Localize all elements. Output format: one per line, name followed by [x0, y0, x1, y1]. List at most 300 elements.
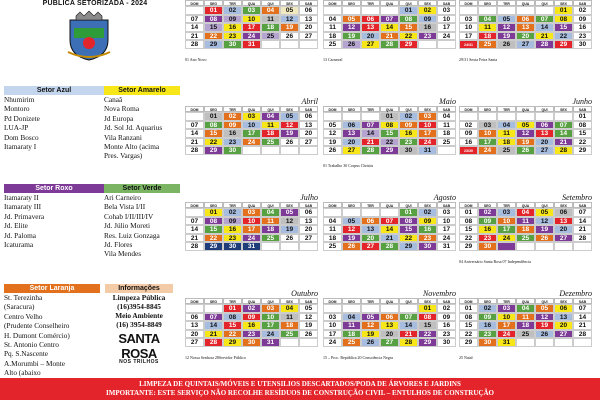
sector-heading: Setor Verde — [104, 184, 180, 193]
sector-1 — [104, 86, 180, 161]
weekday-header: DOM — [185, 202, 204, 208]
day-cell — [361, 6, 380, 15]
month-name: Abril — [301, 97, 318, 106]
day-cell — [280, 146, 299, 155]
day-cell: 04 — [280, 304, 299, 313]
day-cell: 28 — [380, 242, 399, 251]
day-cell: 07 — [204, 313, 223, 322]
month-name: Dezembro — [559, 289, 592, 298]
weekday-header: SEX — [554, 0, 573, 6]
day-cell: 21 — [380, 32, 399, 41]
day-cell: 15 — [554, 23, 573, 32]
day-cell: 25 — [516, 234, 535, 243]
weekday-header: QUA — [516, 0, 535, 6]
day-cell: 23 — [399, 138, 418, 147]
weekday-header: SEG — [342, 298, 361, 304]
weekday-header: QUI — [399, 0, 418, 6]
day-cell: 23 — [478, 234, 497, 243]
day-cell: 02 — [399, 112, 418, 121]
day-cell: 25 — [342, 338, 361, 347]
day-cell: 18 — [516, 321, 535, 330]
day-cell: 02 — [223, 6, 242, 15]
day-cell: 06 — [554, 304, 573, 313]
weekday-header: DOM — [323, 298, 342, 304]
month-calendar — [185, 97, 320, 155]
day-cell — [554, 338, 573, 347]
day-cell: 12 — [516, 129, 535, 138]
day-cell: 21 — [573, 225, 592, 234]
day-cell — [535, 338, 554, 347]
day-cell: 16 — [478, 321, 497, 330]
day-cell: 07 — [573, 304, 592, 313]
weekday-header: SEX — [280, 202, 299, 208]
day-cell: 28 — [573, 330, 592, 339]
day-cell: 01 — [204, 208, 223, 217]
day-cell: 29 — [399, 40, 418, 49]
day-cell: 05 — [280, 208, 299, 217]
weekday-header: SEX — [418, 0, 437, 6]
sector-item: Vila Ranzani — [104, 132, 142, 142]
day-cell: 13 — [185, 321, 204, 330]
day-cell: 21 — [399, 330, 418, 339]
day-cell — [342, 304, 361, 313]
weekday-header: DOM — [459, 298, 478, 304]
day-cell: 23 — [223, 234, 242, 243]
day-cell — [299, 146, 318, 155]
day-cell: 26 — [361, 338, 380, 347]
month-calendar — [185, 289, 320, 360]
day-cell: 27 — [361, 242, 380, 251]
holiday-notes: 01 Ano Novo — [185, 57, 207, 62]
day-cell: 13 — [299, 121, 318, 130]
day-cell — [204, 304, 223, 313]
sector-item: Res. Luiz Gonzaga — [104, 230, 160, 240]
day-cell: 27 — [516, 40, 535, 49]
day-cell: 05 — [280, 6, 299, 15]
day-cell: 12 — [342, 225, 361, 234]
day-cell: 16 — [223, 225, 242, 234]
day-cell: 26 — [280, 32, 299, 41]
day-cell: 20 — [361, 234, 380, 243]
weekday-header: QUI — [535, 202, 554, 208]
day-cell: 03 — [437, 208, 456, 217]
day-cell: 18 — [516, 225, 535, 234]
day-cell: 24 — [478, 146, 497, 155]
day-cell: 09 — [399, 121, 418, 130]
weekday-header: SEG — [342, 202, 361, 208]
sector-item: Ari Carneiro — [104, 193, 142, 202]
page-title: PÚBLICA SETORIZADA - 2024 — [42, 0, 148, 7]
weekday-header: SAB — [573, 202, 592, 208]
day-cell: 11 — [261, 15, 280, 24]
day-cell: 22 — [459, 330, 478, 339]
day-cell: 31 — [497, 338, 516, 347]
day-cell: 22 — [204, 32, 223, 41]
sector-item: Centro Velho — [4, 311, 43, 321]
day-cell — [516, 6, 535, 15]
sector-item: Jd. Elite — [4, 221, 28, 231]
day-cell: 29 — [204, 40, 223, 49]
day-cell: 23 — [437, 330, 456, 339]
day-cell: 27 — [554, 330, 573, 339]
day-cell: 26 — [342, 40, 361, 49]
day-cell: 07 — [554, 121, 573, 130]
day-cell: 19 — [497, 32, 516, 41]
day-cell: 12 — [280, 121, 299, 130]
day-cell — [459, 112, 478, 121]
info-title: Informações — [105, 284, 173, 293]
day-cell: 20 — [185, 330, 204, 339]
day-cell: 13 — [342, 129, 361, 138]
day-cell: 02 — [573, 6, 592, 15]
sector-item: St. Terezinha — [4, 293, 43, 302]
day-cell: 20 — [516, 32, 535, 41]
month-calendar — [459, 0, 594, 62]
weekday-header: QUA — [242, 0, 261, 6]
day-cell: 19 — [280, 225, 299, 234]
day-cell: 29 — [554, 40, 573, 49]
weekday-header: SEG — [342, 0, 361, 6]
day-cell: 26 — [535, 330, 554, 339]
day-cell: 29 — [573, 146, 592, 155]
day-cell: 09 — [418, 15, 437, 24]
day-cell: 29 — [380, 146, 399, 155]
day-cell: 19 — [342, 32, 361, 41]
day-cell: 22 — [399, 234, 418, 243]
day-cell: 26 — [342, 242, 361, 251]
weekday-header: SAB — [437, 298, 456, 304]
day-cell: 06 — [299, 112, 318, 121]
month-grid — [459, 298, 594, 347]
day-cell: 11 — [437, 121, 456, 130]
day-cell: 06 — [361, 217, 380, 226]
day-cell: 21 — [554, 138, 573, 147]
day-cell: 16 — [573, 23, 592, 32]
day-cell: 19 — [535, 321, 554, 330]
day-cell: 10 — [418, 121, 437, 130]
day-cell: 26 — [535, 234, 554, 243]
day-cell: 03 — [323, 313, 342, 322]
day-cell: 16 — [223, 129, 242, 138]
day-cell — [380, 304, 399, 313]
day-cell: 02 — [223, 208, 242, 217]
day-cell — [535, 112, 554, 121]
month-calendar — [459, 97, 594, 155]
day-cell: 04 — [261, 208, 280, 217]
day-cell: 22 — [459, 234, 478, 243]
weekday-header: SAB — [299, 298, 318, 304]
day-cell: 17 — [497, 225, 516, 234]
month-grid — [459, 202, 594, 251]
footer-line: IMPORTANTE: ESTE SERVIÇO NÃO RECOLHE RESÍDUOS DE CONSTRUÇÃO CIVIL – ENTULHOS DE CONSTRUÇÃO — [106, 389, 494, 397]
day-cell: 18 — [478, 32, 497, 41]
day-cell: 02 — [418, 6, 437, 15]
day-cell: 28 — [204, 338, 223, 347]
weekday-header: DOM — [323, 106, 342, 112]
day-cell: 04 — [342, 313, 361, 322]
day-cell: 24 — [497, 330, 516, 339]
day-cell: 08 — [418, 313, 437, 322]
weekday-header: TER — [361, 298, 380, 304]
day-cell: 26 — [516, 146, 535, 155]
weekday-header: SEG — [478, 202, 497, 208]
day-cell: 30 — [418, 242, 437, 251]
weekday-header: TER — [497, 298, 516, 304]
day-cell — [573, 242, 592, 251]
day-cell: 03 — [242, 208, 261, 217]
day-cell: 05 — [299, 304, 318, 313]
day-cell: 11 — [280, 313, 299, 322]
day-cell: 12 — [535, 217, 554, 226]
day-cell: 13 — [299, 15, 318, 24]
day-cell: 05 — [361, 313, 380, 322]
sector-0 — [4, 86, 104, 151]
day-cell: 05 — [535, 208, 554, 217]
day-cell: 09 — [573, 15, 592, 24]
day-cell: 09 — [459, 129, 478, 138]
day-cell: 08 — [554, 15, 573, 24]
day-cell: 07 — [185, 15, 204, 24]
day-cell: 22 — [418, 330, 437, 339]
day-cell — [185, 112, 204, 121]
day-cell: 18 — [261, 225, 280, 234]
day-cell: 23 — [418, 234, 437, 243]
weekday-header: SAB — [437, 0, 456, 6]
day-cell — [361, 304, 380, 313]
day-cell — [342, 208, 361, 217]
day-cell: 09 — [223, 121, 242, 130]
day-cell: 12 — [323, 129, 342, 138]
day-cell: 01 — [380, 112, 399, 121]
day-cell — [478, 6, 497, 15]
day-cell — [573, 338, 592, 347]
day-cell: 10 — [242, 15, 261, 24]
day-cell — [437, 146, 456, 155]
weekday-header: QUI — [399, 202, 418, 208]
day-cell: 09 — [478, 217, 497, 226]
month-grid — [323, 298, 458, 347]
month-grid — [323, 0, 458, 49]
day-cell: 07 — [361, 121, 380, 130]
weekday-header: DOM — [459, 106, 478, 112]
day-cell — [554, 242, 573, 251]
weekday-header: QUA — [516, 298, 535, 304]
day-cell — [299, 338, 318, 347]
sector-item: (Prudente Conselheiro — [4, 321, 70, 331]
sector-item: St. Antonio Centro — [4, 340, 59, 350]
day-cell: 06 — [361, 15, 380, 24]
day-cell: 29 — [399, 242, 418, 251]
day-cell — [437, 40, 456, 49]
day-cell: 08 — [399, 15, 418, 24]
day-cell: 30 — [437, 338, 456, 347]
day-cell: 31 — [242, 242, 261, 251]
day-cell: 12 — [299, 313, 318, 322]
day-cell — [380, 208, 399, 217]
day-cell: 24 — [242, 138, 261, 147]
day-cell — [323, 208, 342, 217]
info-line: Limpeza Pública — [112, 293, 166, 302]
day-cell: 03 — [261, 304, 280, 313]
day-cell: 20 — [299, 23, 318, 32]
day-cell: 28 — [573, 234, 592, 243]
month-calendar — [323, 97, 458, 168]
day-cell: 29 — [418, 338, 437, 347]
weekday-header: DOM — [185, 106, 204, 112]
day-cell: 13 — [535, 129, 554, 138]
day-cell: 20 — [299, 129, 318, 138]
day-cell: 28 — [554, 146, 573, 155]
day-cell: 02 — [418, 208, 437, 217]
sector-2 — [4, 184, 104, 249]
weekday-header: TER — [361, 106, 380, 112]
day-cell — [261, 146, 280, 155]
day-cell: 24 — [242, 234, 261, 243]
day-cell: 07 — [535, 15, 554, 24]
day-cell: 12 — [535, 313, 554, 322]
day-cell: 29 — [459, 242, 478, 251]
day-cell: 05 — [535, 304, 554, 313]
day-cell: 12 — [361, 321, 380, 330]
day-cell: 22 — [554, 32, 573, 41]
day-cell: 27 — [361, 40, 380, 49]
day-cell: 13 — [554, 217, 573, 226]
day-cell: 07 — [185, 121, 204, 130]
month-calendar — [185, 0, 320, 62]
day-cell: 20 — [554, 321, 573, 330]
day-cell: 18 — [323, 234, 342, 243]
month-calendar — [459, 193, 594, 264]
weekday-header: QUA — [516, 106, 535, 112]
day-cell: 27 — [535, 146, 554, 155]
day-cell: 09 — [418, 217, 437, 226]
day-cell: 01 — [459, 208, 478, 217]
weekday-header: TER — [361, 0, 380, 6]
sector-item: Pq. S.Nascente — [4, 349, 48, 359]
month-name: Maio — [439, 97, 456, 106]
sector-heading: Setor Amarelo — [104, 86, 180, 95]
weekday-header: TER — [497, 106, 516, 112]
sector-item: Jd. Primavera — [4, 211, 45, 221]
weekday-header: TER — [223, 0, 242, 6]
day-cell: 24 — [437, 32, 456, 41]
day-cell: 19 — [323, 138, 342, 147]
day-cell: 13 — [361, 23, 380, 32]
day-cell: 23 — [242, 330, 261, 339]
weekday-header: QUI — [261, 202, 280, 208]
day-cell: 08 — [204, 121, 223, 130]
day-cell — [399, 304, 418, 313]
day-cell: 24 — [261, 330, 280, 339]
weekday-header: SAB — [299, 202, 318, 208]
day-cell: 05 — [516, 121, 535, 130]
weekday-header: QUI — [399, 298, 418, 304]
day-cell — [418, 40, 437, 49]
day-cell: 15 — [204, 23, 223, 32]
day-cell: 28 — [185, 146, 204, 155]
day-cell: 19 — [516, 138, 535, 147]
day-cell: 21 — [573, 321, 592, 330]
footer-line: LIMPEZA DE QUINTAIS/MÓVEIS E UTENSILIOS DESCARTADOS/PODA DE ÁRVORES E JARDINS — [139, 380, 461, 388]
day-cell: 10 — [478, 129, 497, 138]
month-grid — [323, 106, 458, 155]
day-cell: 18 — [280, 321, 299, 330]
day-cell: 20 — [535, 138, 554, 147]
day-cell: 17 — [437, 23, 456, 32]
day-cell: 02 — [242, 304, 261, 313]
day-cell — [380, 6, 399, 15]
day-cell: 06 — [185, 313, 204, 322]
day-cell: 04 — [323, 15, 342, 24]
weekday-header: QUI — [535, 106, 554, 112]
day-cell — [299, 242, 318, 251]
day-cell: 06 — [516, 15, 535, 24]
month-grid — [185, 202, 320, 251]
day-cell: 24 — [323, 338, 342, 347]
day-cell: 14 — [185, 23, 204, 32]
day-cell: 11 — [478, 23, 497, 32]
day-cell: 21 — [361, 138, 380, 147]
sector-item: A.Morumbi – Monte — [4, 358, 66, 368]
day-cell: 25 — [478, 40, 497, 49]
day-cell: 29 — [204, 146, 223, 155]
day-cell: 30 — [223, 242, 242, 251]
weekday-header: SAB — [437, 106, 456, 112]
day-cell: 15 — [459, 225, 478, 234]
sector-item: Jd. Sol Jd. Aquarius — [104, 123, 163, 133]
day-cell: 30 — [223, 40, 242, 49]
sector-item: Canaã — [104, 95, 123, 104]
day-cell: 22 — [204, 138, 223, 147]
day-cell: 15 — [418, 321, 437, 330]
day-cell: 22 — [223, 330, 242, 339]
day-cell: 30 — [399, 146, 418, 155]
sector-item: Jd Europa — [104, 113, 134, 123]
day-cell: 04 — [261, 112, 280, 121]
day-cell: 19 — [535, 225, 554, 234]
sector-item: LUA-JP — [4, 123, 29, 133]
month-grid — [459, 106, 594, 155]
weekday-header: DOM — [185, 298, 204, 304]
day-cell: 25 — [497, 146, 516, 155]
day-cell: 19 — [361, 330, 380, 339]
day-cell — [242, 146, 261, 155]
day-cell: 14 — [380, 225, 399, 234]
day-cell: 06 — [342, 121, 361, 130]
weekday-header: QUA — [380, 106, 399, 112]
sector-item: (Saracura) — [4, 302, 35, 312]
sector-item: Alto (abaixo — [4, 368, 41, 378]
day-cell: 24 — [418, 138, 437, 147]
holiday-notes: 29/31 Sexta Feira Santa — [459, 57, 498, 62]
day-cell — [361, 208, 380, 217]
day-cell: 26 — [323, 146, 342, 155]
day-cell: 11 — [261, 121, 280, 130]
day-cell: 21 — [535, 32, 554, 41]
day-cell: 07 — [185, 217, 204, 226]
weekday-header: SEX — [554, 202, 573, 208]
weekday-header: SAB — [573, 298, 592, 304]
day-cell: 13 — [380, 321, 399, 330]
info-line: (16)3954-8845 — [117, 302, 161, 311]
month-name: Junho — [572, 97, 592, 106]
day-cell: 10 — [242, 217, 261, 226]
day-cell: 20 — [380, 330, 399, 339]
day-cell: 23 — [573, 32, 592, 41]
month-grid — [185, 298, 320, 347]
weekday-header: DOM — [323, 202, 342, 208]
sector-item: Pres. Vargas) — [104, 151, 143, 161]
